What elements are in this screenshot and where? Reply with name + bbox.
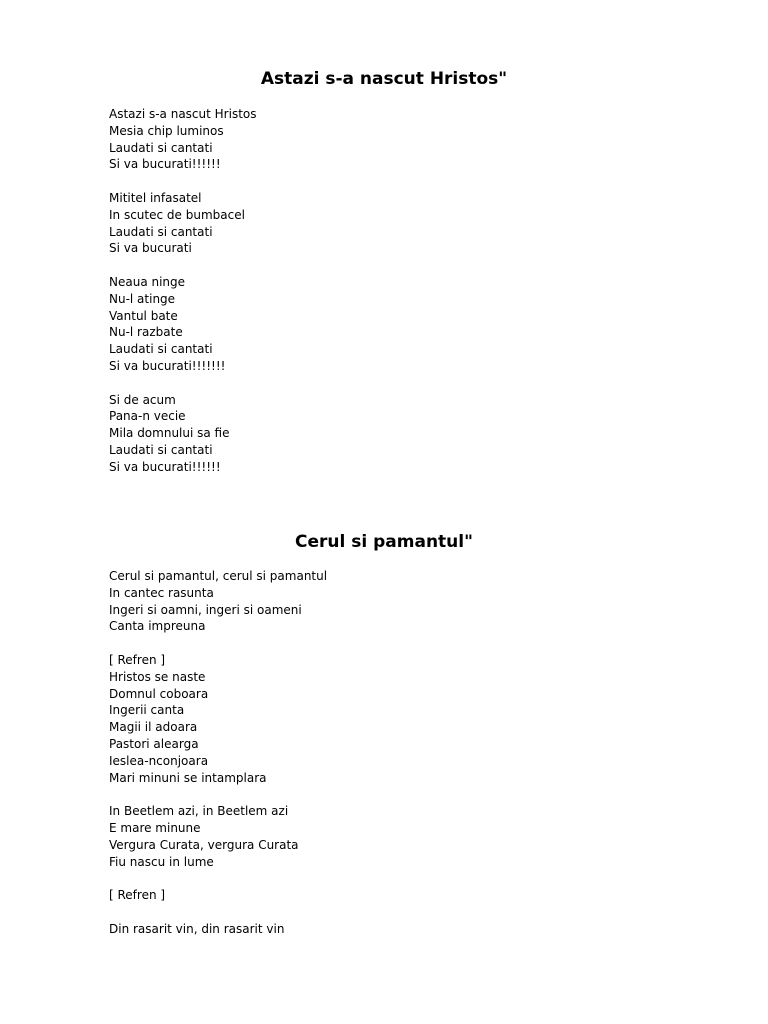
lyric-line: Fiu nascu in lume	[109, 854, 214, 869]
lyric-line: Mari minuni se intamplara	[109, 770, 267, 785]
lyric-line: Si de acum	[109, 392, 176, 407]
lyric-line: Vantul bate	[109, 308, 178, 323]
stanza	[109, 568, 327, 635]
lyric-line: Mititel infasatel	[109, 190, 202, 205]
lyric-line: Canta impreuna	[109, 619, 206, 634]
lyric-line: Mila domnului sa fie	[109, 426, 230, 441]
lyric-line: Pastori alearga	[109, 736, 199, 751]
song-lyrics	[109, 106, 257, 476]
lyric-line: Si va bucurati!!!!!!	[109, 459, 221, 474]
lyric-line: Si va bucurati	[109, 241, 192, 256]
lyric-line: Nu-l atinge	[109, 291, 176, 306]
lyric-line: Hristos se naste	[109, 669, 206, 684]
lyric-line: In Beetlem azi, in Beetlem azi	[109, 804, 289, 819]
lyric-line: Astazi s-a nascut Hristos	[109, 107, 257, 121]
stanza	[109, 887, 327, 904]
lyric-line: Si va bucurati!!!!!!!	[109, 358, 226, 373]
lyric-line: In scutec de bumbacel	[109, 207, 245, 222]
stanza	[109, 106, 257, 173]
refrain-marker: [ Refren ]	[109, 652, 166, 667]
lyric-line: In cantec rasunta	[109, 585, 214, 600]
lyric-line: Laudati si cantati	[109, 342, 213, 357]
lyric-line: Si va bucurati!!!!!!	[109, 157, 221, 172]
lyric-line: Neaua ninge	[109, 274, 186, 289]
lyric-line: Laudati si cantati	[109, 224, 213, 239]
lyric-line: Vergura Curata, vergura Curata	[109, 837, 299, 852]
stanza	[109, 274, 257, 375]
lyric-line: Pana-n vecie	[109, 409, 186, 424]
stanza	[109, 392, 257, 476]
lyric-line: Ieslea-nconjoara	[109, 753, 209, 768]
lyric-line: Nu-l razbate	[109, 325, 183, 340]
lyric-line: Mesia chip luminos	[109, 123, 224, 138]
lyric-line: E mare minune	[109, 820, 201, 835]
stanza	[109, 921, 327, 938]
lyric-line: Ingerii canta	[109, 703, 185, 718]
lyric-line: Cerul si pamantul, cerul si pamantul	[109, 569, 328, 583]
stanza	[109, 803, 327, 870]
song-lyrics	[109, 568, 327, 938]
lyric-line: Laudati si cantati	[109, 140, 213, 155]
stanza	[109, 652, 327, 786]
stanza	[109, 190, 257, 257]
song-title: Astazi s-a nascut Hristos"	[260, 69, 508, 89]
lyric-line: Magii il adoara	[109, 720, 198, 735]
lyric-line: Domnul coboara	[109, 686, 209, 701]
lyric-line: Din rasarit vin, din rasarit vin	[109, 921, 285, 936]
refrain-marker: [ Refren ]	[109, 888, 166, 903]
lyric-line: Ingeri si oamni, ingeri si oameni	[109, 602, 302, 617]
lyric-line: Laudati si cantati	[109, 442, 213, 457]
song-title: Cerul si pamantul"	[295, 532, 473, 552]
